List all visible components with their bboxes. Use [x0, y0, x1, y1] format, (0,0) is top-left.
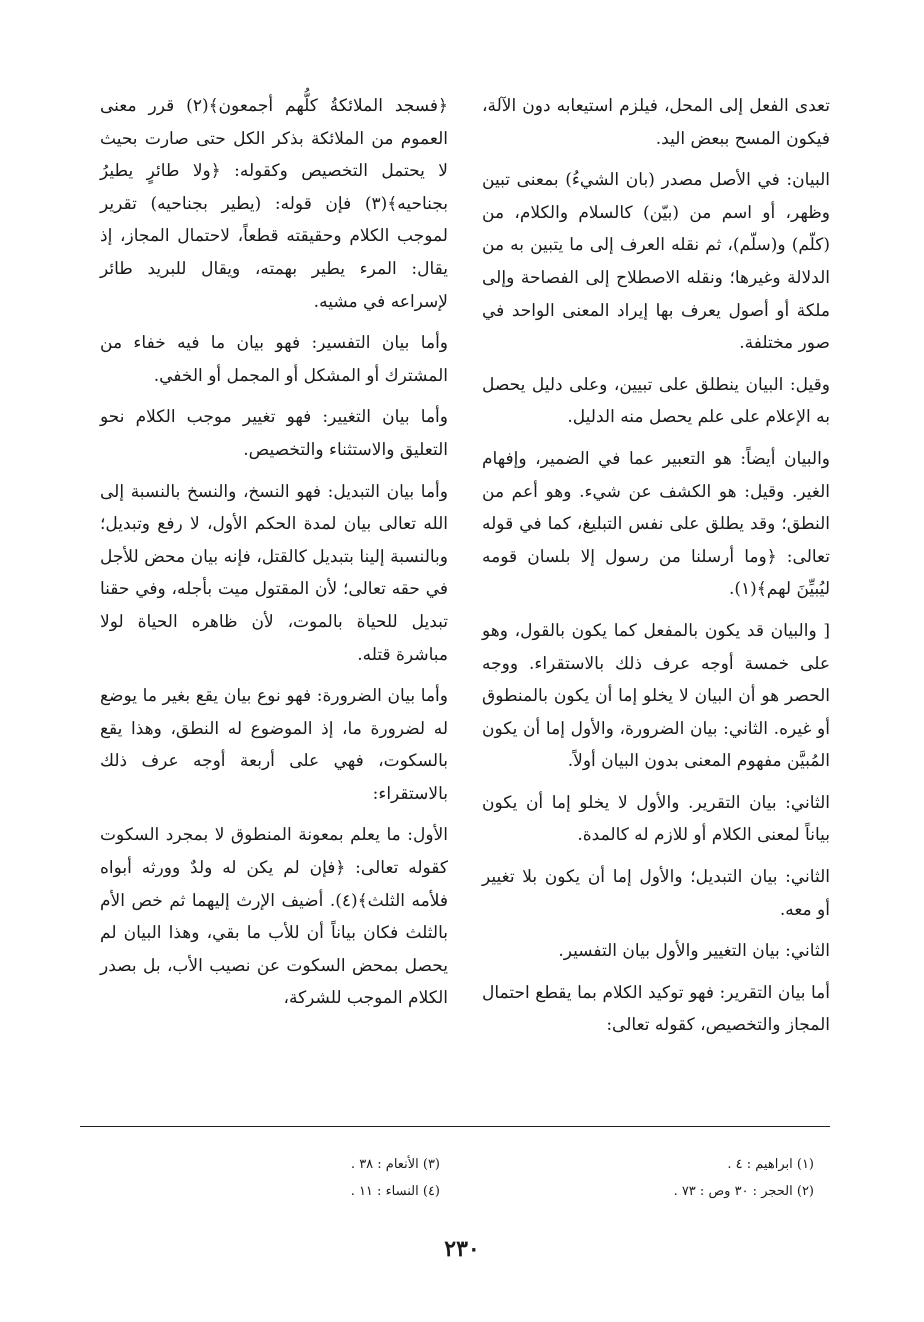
footnote: (٢) الحجر : ٣٠ وص : ٧٣ .	[673, 1184, 814, 1199]
paragraph: تعدى الفعل إلى المحل، فيلزم استيعابه دون الآلة، فيكون المسح ببعض اليد.	[482, 96, 830, 149]
footnote: (١) ابراهيم : ٤ .	[727, 1157, 814, 1172]
footnotes-right	[466, 1151, 814, 1205]
paragraph: وأما بيان التفسير: فهو بيان ما فيه خفاء من المشترك أو المشكل أو المجمل أو الخفي.	[100, 333, 448, 386]
paragraph: والبيان أيضاً: هو التعبير عما في الضمير، وإفهام الغير. وقيل: هو الكشف عن شيء. وهو أعم من النطق؛ وقد يطلق على نفس التبليغ، كما في قوله تعالى: ﴿وما أرسلنا من رسول إلا بلسان قومه ليُبيِّنَ لهم﴾(١).	[482, 448, 830, 600]
footnote: (٣) الأنعام : ٣٨ .	[350, 1157, 440, 1172]
paragraph: [ والبيان قد يكون بالمفعل كما يكون بالقول، وهو على خمسة أوجه عرف ذلك بالاستقراء. ووجه الحصر هو أن البيان لا يخلو إما أن يكون بالمنطوق أو غيره. الثاني: بيان الضرورة، والأول إما أن يكون المُبيَّن مفهوم المعنى بدون البيان أولاً.	[482, 620, 830, 772]
paragraph: البيان: في الأصل مصدر (بان الشيءُ) بمعنى تبين وظهر، أو اسم من (بيّن) كالسلام والكلام، من (كلّم) و(سلّم)، ثم نقله العرف إلى ما يتبين به من الدلالة وغيرها؛ ونقله الاصطلاح إلى الفصاحة وإلى ملكة أو أصول يعرف بها إيراد المعنى الواحد في صور مختلفة.	[482, 170, 830, 354]
footnote-divider	[80, 1126, 830, 1127]
paragraph: وأما بيان التبديل: فهو النسخ، والنسخ بالنسبة إلى الله تعالى بيان لمدة الحكم الأول، لا رفع وتبديل؛ وبالنسبة إلينا بتبديل كالقتل، فإنه بيان محض للأجل في حقه تعالى؛ لأن المقتول ميت بأجله، وفي حقنا تبديل للحياة بالموت، لأن ظاهره الحياة لولا مباشرة قتله.	[100, 481, 448, 665]
footnotes-left	[92, 1151, 440, 1205]
page-number: ٢٣٠	[444, 1236, 480, 1262]
footnote: (٤) النساء : ١١ .	[350, 1184, 440, 1199]
paragraph: وقيل: البيان ينطلق على تبيين، وعلى دليل يحصل به الإعلام على علم يحصل منه الدليل.	[482, 374, 830, 428]
right-column	[482, 90, 830, 1042]
paragraph: الثاني: بيان التغيير والأول بيان التفسير.	[558, 941, 830, 962]
paragraph: الثاني: بيان التقرير. والأول لا يخلو إما أن يكون بياناً لمعنى الكلام أو للازم له كالمدة.	[482, 792, 830, 846]
paragraph: ﴿فسجد الملائكةُ كلُّهم أجمعون﴾(٢) قرر معنى العموم من الملائكة بذكر الكل حتى صارت بحيث لا يحتمل التخصيص وكقوله: ﴿ولا طائرٍ يطيرُ بجناحيه﴾(٣) فإن قوله: (يطير بجناحيه) تقرير لموجب الكلام وحقيقته قطعاً، لاحتمال المجاز، إذ يقال: المرء يطير بهمته، ويقال للبريد طائر لإسراعه في مشيه.	[100, 96, 448, 312]
paragraph: الثاني: بيان التبديل؛ والأول إما أن يكون بلا تغيير أو معه.	[482, 867, 830, 920]
paragraph: أما بيان التقرير: فهو توكيد الكلام بما يقطع احتمال المجاز والتخصيص، كقوله تعالى:	[482, 982, 830, 1036]
paragraph: وأما بيان التغيير: فهو تغيير موجب الكلام نحو التعليق والاستثناء والتخصيص.	[100, 407, 448, 460]
paragraph: وأما بيان الضرورة: فهو نوع بيان يقع بغير ما يوضع له لضرورة ما، إذ الموضوع له النطق، وهذا يقع بالسكوت، فهي على أربعة أوجه عرف ذلك بالاستقراء:	[100, 686, 448, 804]
left-column	[100, 90, 448, 1015]
paragraph: الأول: ما يعلم بمعونة المنطوق لا بمجرد السكوت كقوله تعالى: ﴿فإن لم يكن له ولدٌ وورثه أبواه فلأمه الثلث﴾(٤). أضيف الإرث إليهما ثم خص الأم بالثلث فكان بياناً أن للأب ما بقي، وهذا البيان لم يحصل بمحض السكوت عن نصيب الأب، بل بصدر الكلام الموجب للشركة،	[100, 825, 448, 1009]
